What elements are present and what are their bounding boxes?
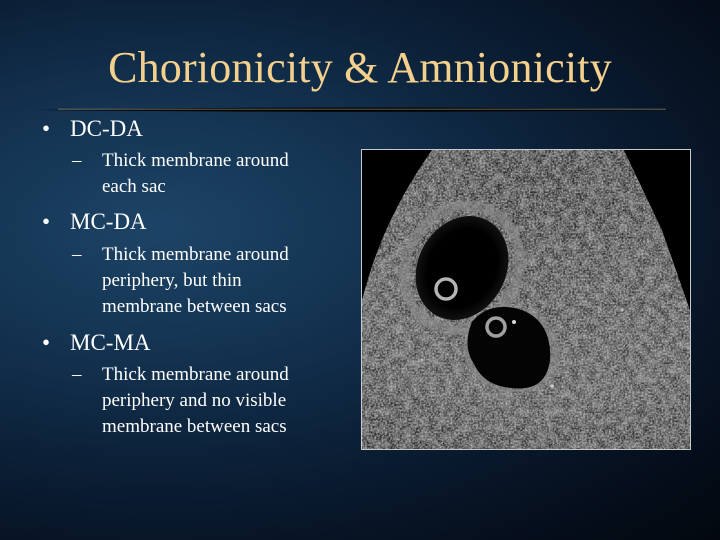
bullet-marker: • [42, 209, 51, 234]
sub-bullet-line: Thick membrane around [102, 150, 289, 171]
sub-bullet-line: periphery and no visible [102, 390, 287, 411]
sub-bullet-marker: – [72, 150, 82, 171]
sub-bullet-text [102, 148, 352, 200]
bullet-label: MC-MA [70, 330, 151, 355]
sub-bullet-text [102, 242, 352, 320]
ultrasound-scan [362, 150, 690, 449]
sub-bullet-line: periphery, but thin [102, 270, 242, 291]
sub-bullet-text [102, 362, 352, 440]
sub-bullet-line: Thick membrane around [102, 244, 289, 265]
bullet-label: DC-DA [70, 116, 143, 141]
ultrasound-image [361, 149, 691, 450]
sub-bullet-line: membrane between sacs [102, 296, 287, 317]
sub-bullet-marker: – [72, 364, 82, 385]
sub-bullet-marker: – [72, 244, 82, 265]
sub-bullet-line: membrane between sacs [102, 416, 287, 437]
slide-title: Chorionicity & Amnionicity [108, 43, 612, 92]
sub-bullet-line: Thick membrane around [102, 364, 289, 385]
bullet-marker: • [42, 330, 51, 355]
bullet-marker: • [42, 116, 51, 141]
sub-bullet-line: each sac [102, 176, 166, 197]
bullet-label: MC-DA [70, 209, 147, 234]
